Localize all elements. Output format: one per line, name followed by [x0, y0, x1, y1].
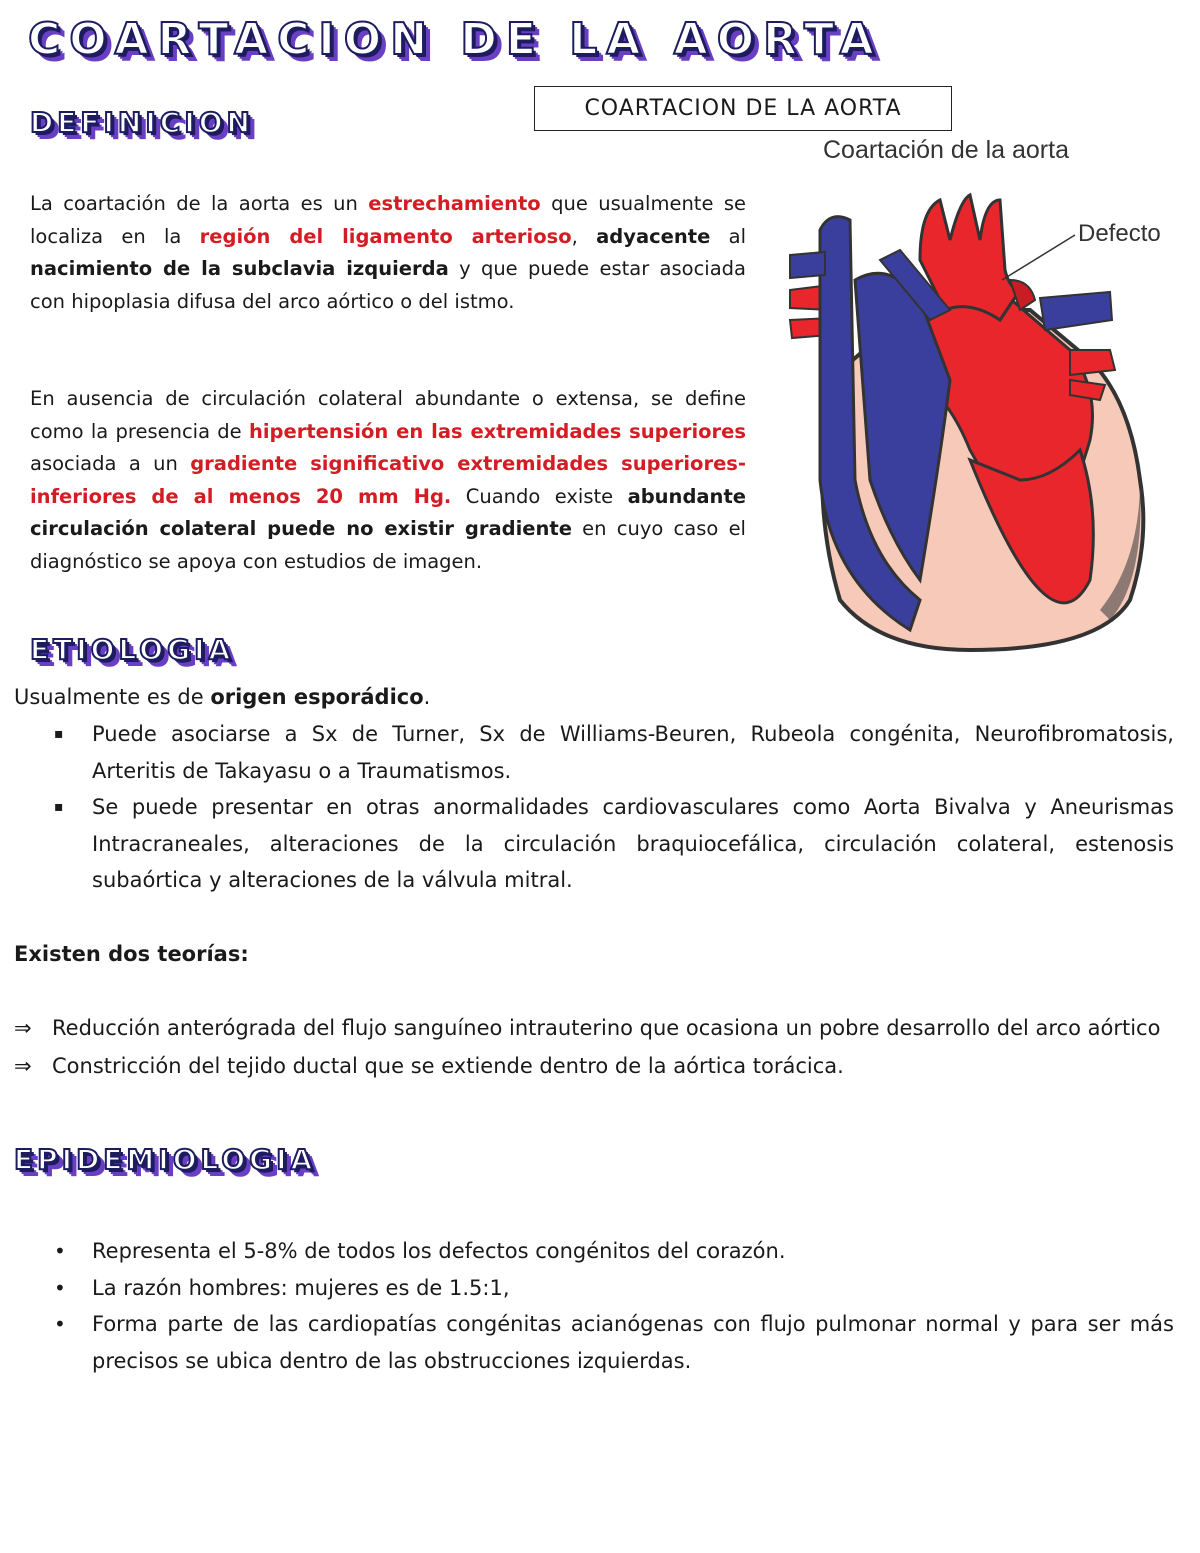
theory-list [14, 1009, 1184, 1085]
arrow-marker: ⇒ [14, 1054, 32, 1078]
list-item [14, 1047, 1184, 1085]
definicion-paragraph-1 [30, 188, 746, 318]
list-item [14, 716, 1174, 789]
figure-caption: Coartación de la aorta [823, 136, 1069, 164]
body-text: , [571, 224, 597, 248]
bold-text: nacimiento de la subclavia izquierda [30, 257, 449, 281]
list-item-text: Forma parte de las cardiopatías congénitas acianógenas con flujo pulmonar normal y para ser más precisos se ubica dentro de las obstrucciones izquierdas. [92, 1312, 1174, 1373]
list-item-text: Se puede presentar en otras anormalidades cardiovasculares como Aorta Bivalva y Aneurismas Intracraneales, alteraciones de la circulación braquiocefálica, circulación colateral, estenosis subaórtica y alteraciones de la válvula mitral. [92, 795, 1174, 892]
bullet-marker: ▪ [54, 726, 64, 742]
body-text: Usualmente es de [14, 685, 211, 709]
list-item-text: Representa el 5-8% de todos los defectos congénitos del corazón. [92, 1239, 786, 1263]
list-item [14, 1270, 1174, 1307]
highlight-text: gradiente significativo extremidades superiores-inferiores de al menos 20 mm Hg. [30, 452, 746, 508]
body-text: asociada a un [30, 452, 191, 476]
body-text: en cuyo caso el diagnóstico se apoya con estudios de imagen. [30, 517, 746, 573]
highlight-text: región del ligamento arterioso [199, 224, 572, 248]
body-text: al [710, 224, 746, 248]
arrow-marker: ⇒ [14, 1016, 32, 1040]
bold-text: origen esporádico [210, 685, 424, 709]
body-text: La coartación de la aorta es un [30, 192, 369, 215]
body-text: Cuando existe [451, 484, 628, 508]
body-text: En ausencia de circulación colateral abundante o extensa, se define como la presencia de [30, 387, 746, 443]
definicion-paragraph-2 [30, 383, 746, 579]
body-text: y que puede estar asociada con hipoplasia difusa del arco aórtico o del istmo. [30, 257, 747, 313]
title-box: COARTACION DE LA AORTA [534, 86, 952, 131]
bold-text: abundante circulación colateral puede no existir gradiente [30, 484, 746, 541]
defect-label: Defecto [1078, 220, 1161, 247]
highlight-text: hipertensión en las extremidades superiores [248, 419, 746, 443]
list-item [14, 1233, 1174, 1270]
bullet-marker: • [54, 1275, 66, 1300]
etiologia-intro [14, 679, 1174, 716]
list-item [14, 1306, 1174, 1379]
list-item [14, 1009, 1184, 1047]
pulmonary-branch-blue [1040, 292, 1112, 330]
defect-pointer-line [1002, 235, 1075, 280]
body-text: que usualmente se localiza en la [30, 192, 746, 248]
theories-title: Existen dos teorías: [14, 942, 249, 966]
list-item-text: Puede asociarse a Sx de Turner, Sx de Williams-Beuren, Rubeola congénita, Neurofibromatosis, Arteritis de Takayasu o a Traumatismos. [92, 722, 1174, 783]
body-text: . [423, 685, 431, 709]
section-heading-definicion: DEFINICION [30, 106, 254, 139]
pulmonary-vein-right [1070, 350, 1115, 375]
list-item-text: Constricción del tejido ductal que se extiende dentro de la aórtica torácica. [52, 1054, 844, 1078]
bullet-marker: • [54, 1312, 66, 1336]
list-item-text: Reducción anterógrada del flujo sanguíneo intrauterino que ocasiona un pobre desarrollo del arco aórtico [52, 1016, 1161, 1040]
etiologia-bullet-list [14, 716, 1174, 899]
bullet-marker: • [54, 1239, 66, 1263]
epidemiologia-bullet-list [14, 1233, 1174, 1379]
section-heading-epidemiologia: EPIDEMIOLOGIA [14, 1143, 317, 1176]
bold-text: adyacente [596, 224, 711, 248]
vein-left-blue [790, 252, 825, 278]
bullet-marker: ▪ [54, 799, 64, 815]
list-item [14, 789, 1174, 899]
section-heading-etiologia: ETIOLOGIA [30, 633, 235, 666]
heart-diagram [770, 180, 1170, 680]
list-item-text: La razón hombres: mujeres es de 1.5:1, [92, 1275, 510, 1300]
page-title: COARTACION DE LA AORTA [28, 14, 883, 65]
highlight-text: estrechamiento [368, 192, 541, 215]
